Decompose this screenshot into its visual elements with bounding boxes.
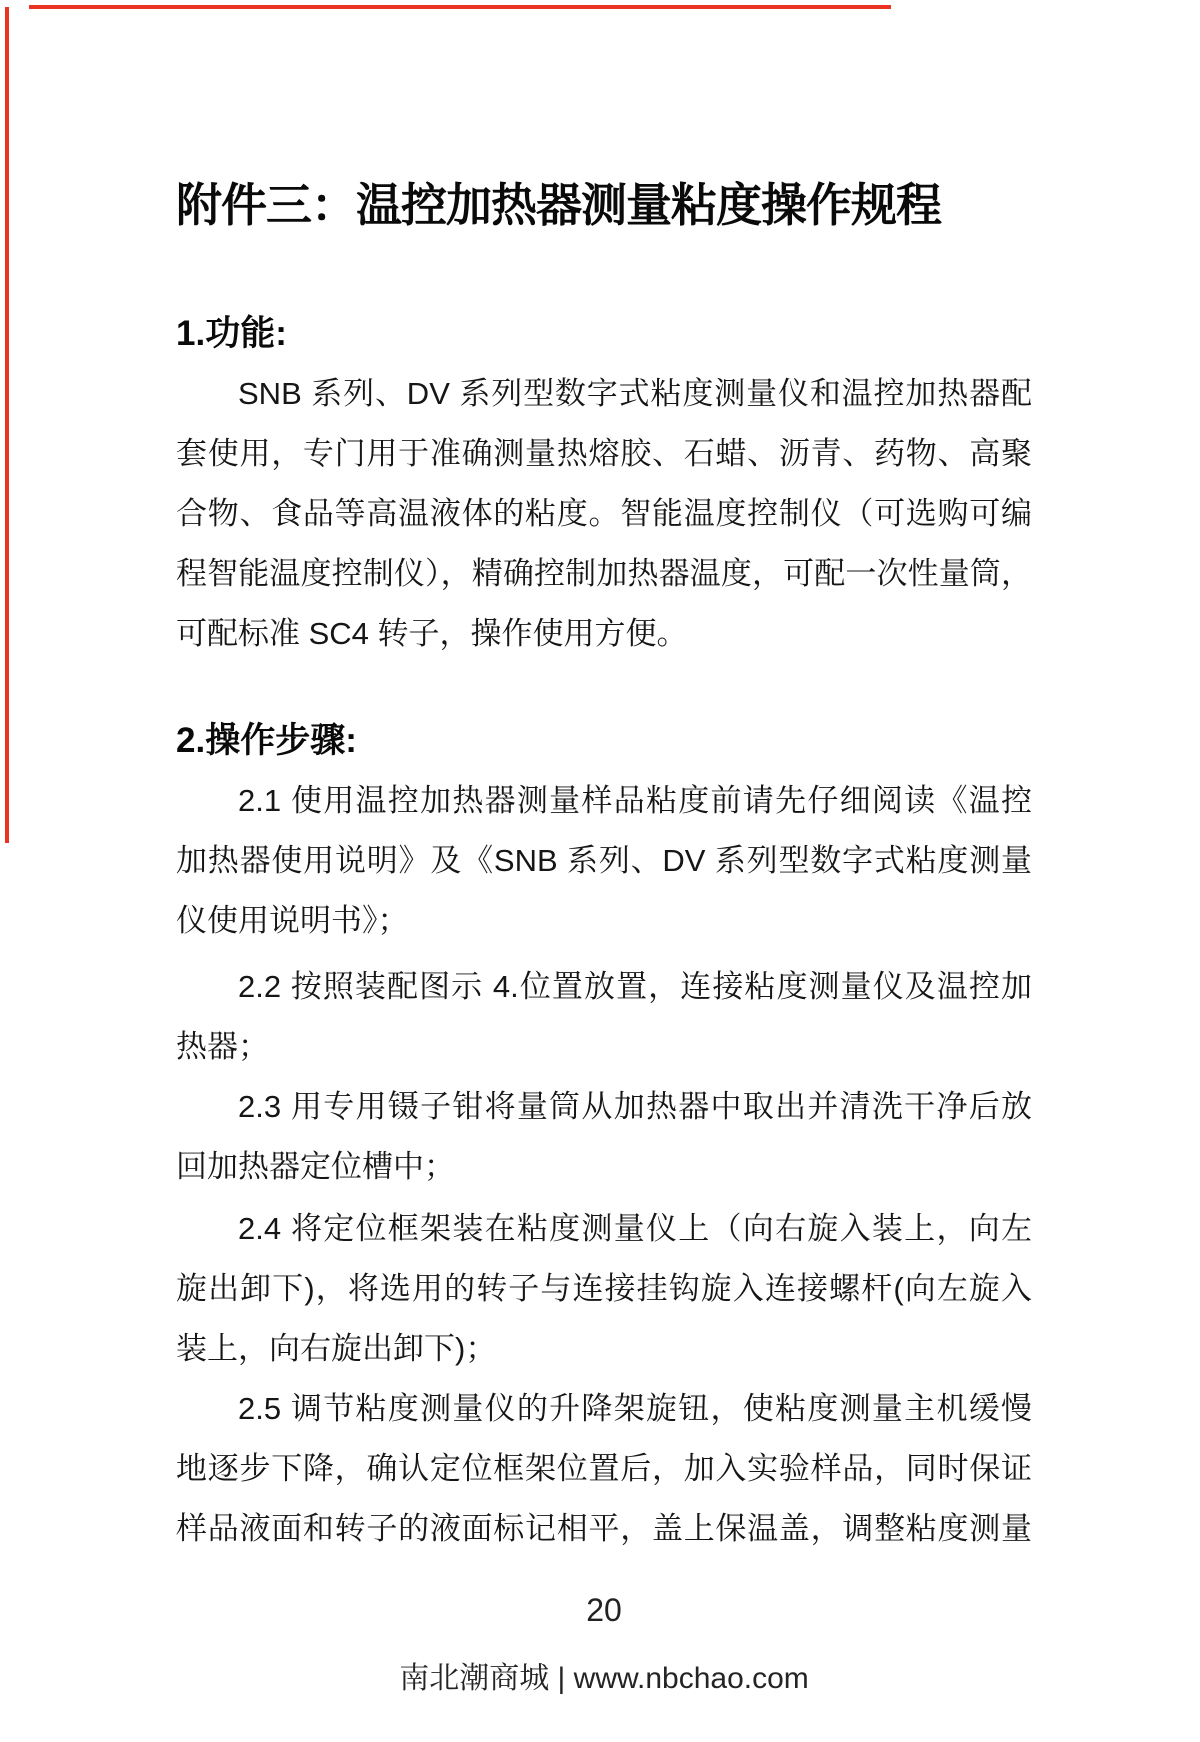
page-number: 20 [586,1592,622,1628]
page-footer: 南北潮商城 | www.nbchao.com [399,1662,809,1695]
document-title: 附件三：温控加热器测量粘度操作规程 [176,179,941,231]
body-line: 程智能温度控制仪），精确控制加热器温度，可配一次性量筒， [176,556,1032,591]
body-line: 回加热器定位槽中； [176,1149,455,1184]
body-line: 样品液面和转子的液面标记相平，盖上保温盖，调整粘度测量 [176,1511,1032,1546]
body-line: 旋出卸下)，将选用的转子与连接挂钩旋入连接螺杆(向左旋入 [176,1271,1032,1306]
body-line: 加热器使用说明》及《SNB 系列、DV 系列型数字式粘度测量 [176,843,1032,878]
body-line: 热器； [176,1029,269,1064]
body-line: 2.5 调节粘度测量仪的升降架旋钮，使粘度测量主机缓慢 [238,1391,1032,1426]
red-border-mark-left [5,7,9,843]
body-line: 2.3 用专用镊子钳将量筒从加热器中取出并清洗干净后放 [238,1089,1032,1124]
section-2-heading: 2.操作步骤: [176,721,357,760]
section-1-heading: 1.功能: [176,314,287,353]
body-line: 装上，向右旋出卸下)； [176,1331,497,1366]
body-line: 2.4 将定位框架装在粘度测量仪上（向右旋入装上，向左 [238,1211,1032,1246]
body-line: 合物、食品等高温液体的粘度。智能温度控制仪（可选购可编 [176,496,1032,531]
body-line: 2.2 按照装配图示 4.位置放置，连接粘度测量仪及温控加 [238,969,1032,1004]
body-line: 2.1 使用温控加热器测量样品粘度前请先仔细阅读《温控 [238,783,1032,818]
body-line: 地逐步下降，确认定位框架位置后，加入实验样品，同时保证 [176,1451,1032,1486]
text-column [176,0,1032,1709]
body-line: 可配标准 SC4 转子，操作使用方便。 [176,616,688,651]
body-line: 仪使用说明书》； [176,903,409,938]
body-line: 套使用，专门用于准确测量热熔胶、石蜡、沥青、药物、高聚 [176,436,1032,471]
body-line: SNB 系列、DV 系列型数字式粘度测量仪和温控加热器配 [238,376,1032,411]
